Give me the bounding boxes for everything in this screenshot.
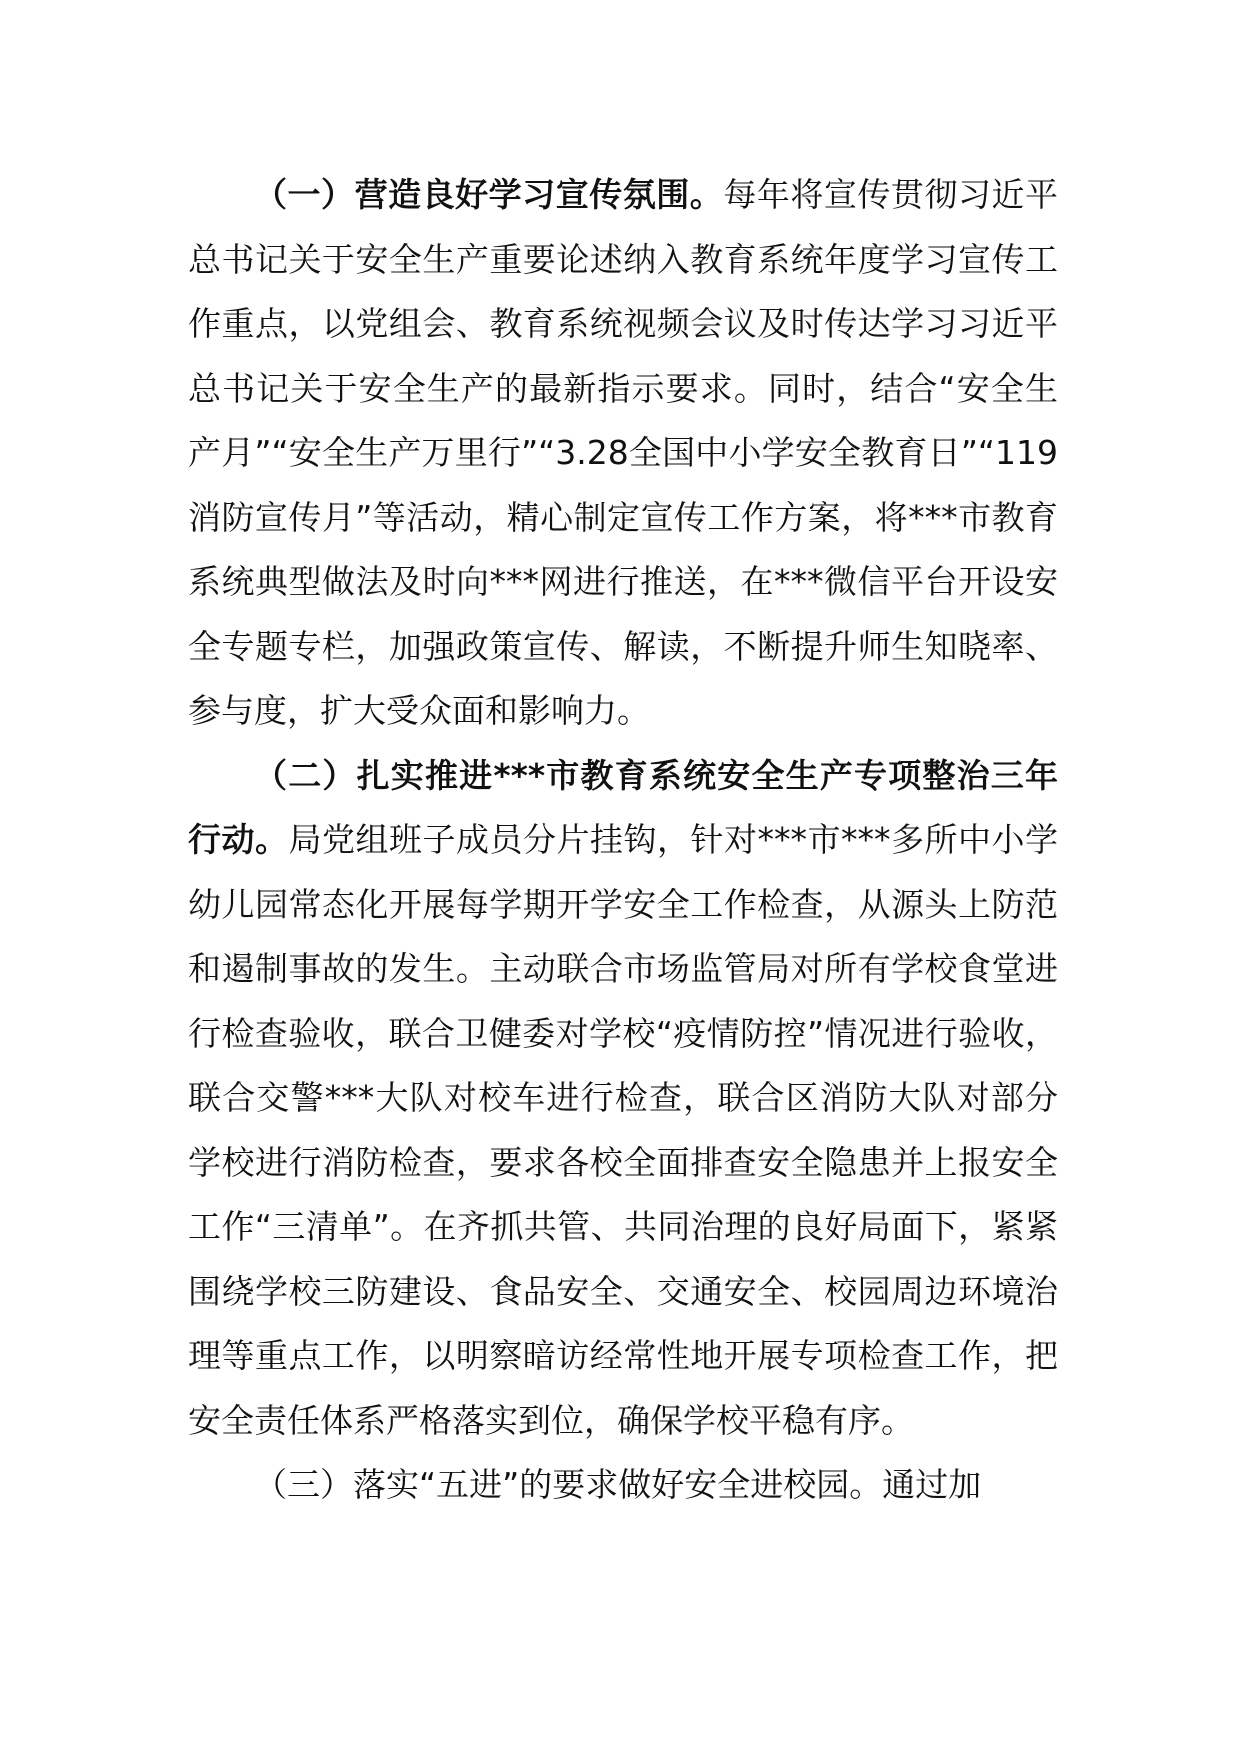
document-body bbox=[188, 163, 1058, 1518]
paragraph-2 bbox=[188, 744, 1058, 1454]
paragraph-3-body: （三）落实“五进”的要求做好安全进校园。通过加 bbox=[254, 1465, 982, 1504]
paragraph-1 bbox=[188, 163, 1058, 744]
paragraph-3 bbox=[188, 1453, 1058, 1518]
paragraph-1-body: 每年将宣传贯彻习近平总书记关于安全生产重要论述纳入教育系统年度学习宣传工作重点，以党组会、教育系统视频会议及时传达学习习近平总书记关于安全生产的最新指示要求。同时，结合“安全生产月”“安全生产万里行”“3.28全国中小学安全教育日”“119消防宣传月”等活动，精心制定宣传工作方案，将***市教育系统典型做法及时向***网进行推送，在***微信平台开设安全专题专栏，加强政策宣传、解读，不断提升师生知晓率、参与度，扩大受众面和影响力。 bbox=[188, 175, 1059, 730]
paragraph-1-heading: （一）营造良好学习宣传氛围。 bbox=[254, 175, 724, 214]
paragraph-2-heading: （二）扎实推进***市教育系统安全生产专项整治三年行动。 bbox=[188, 755, 1058, 859]
paragraph-2-body: 局党组班子成员分片挂钩，针对***市***多所中小学幼儿园常态化开展每学期开学安全工作检查，从源头上防范和遏制事故的发生。主动联合市场监管局对所有学校食堂进行检查验收，联合卫健委对学校“疫情防控”情况进行验收，联合交警***大队对校车进行检查，联合区消防大队对部分学校进行消防检查，要求各校全面排查安全隐患并上报安全工作“三清单”。在齐抓共管、共同治理的良好局面下，紧紧围绕学校三防建设、食品安全、交通安全、校园周边环境治理等重点工作，以明察暗访经常性地开展专项检查工作，把安全责任体系严格落实到位，确保学校平稳有序。 bbox=[188, 820, 1058, 1440]
